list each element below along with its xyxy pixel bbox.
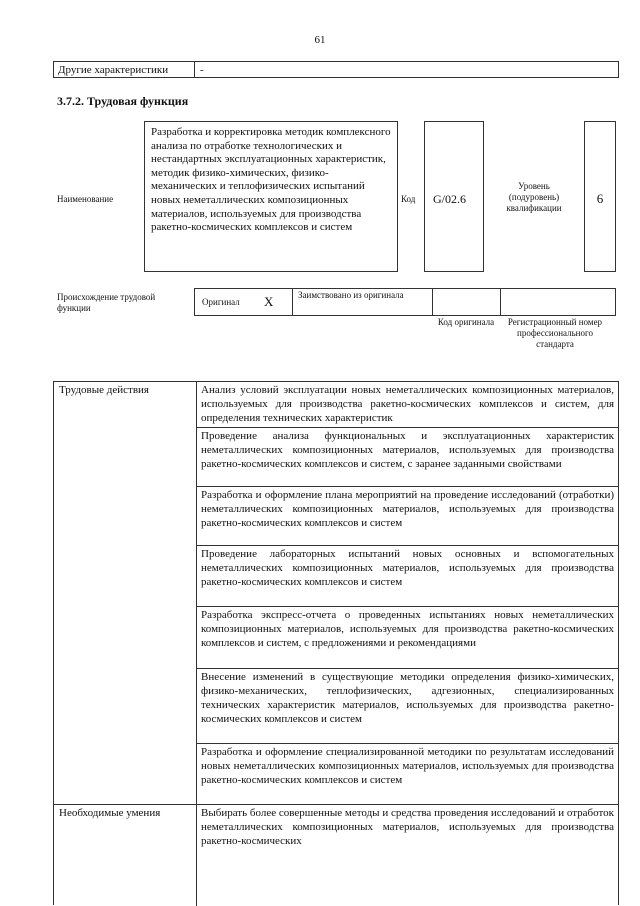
reg-number-label: Регистрационный номер профессионального стандарта bbox=[507, 317, 603, 349]
level-label: Уровень (подуровень) квалификации bbox=[506, 181, 562, 213]
section-title: 3.7.2. Трудовая функция bbox=[57, 94, 189, 108]
labor-action-item: Проведение анализа функциональных и эксплуатационных характеристик неметаллических композиционных материалов, используемых для производства ракетно-космических комплексов и систем, с заранее заданными свойствами bbox=[201, 430, 614, 470]
borrowed-label: Заимствовано из оригинала bbox=[298, 290, 404, 300]
original-mark: X bbox=[264, 294, 274, 309]
other-characteristics-label: Другие характеристики bbox=[58, 64, 169, 76]
skills-label: Необходимые умения bbox=[59, 807, 161, 819]
skills-item: Выбирать более совершенные методы и средства проведения исследований и отработок неметаллических композиционных материалов, используемых для производства ракетно-космических bbox=[201, 807, 614, 847]
origin-row bbox=[194, 288, 616, 316]
function-name-text: Разработка и корректировка методик комплексного анализа по отработке технологических и нестандартных эксплуатационных характеристик, методик физико-химических, физико-механических и теплофизических испытаний новых неметаллических композиционных материалов, используемых для производства ракетно-космических комплексов и систем bbox=[151, 126, 391, 234]
labor-table bbox=[53, 381, 619, 905]
code-value: G/02.6 bbox=[433, 192, 466, 206]
other-characteristics-row bbox=[53, 61, 619, 78]
origin-label: Происхождение трудовой функции bbox=[57, 292, 156, 313]
labor-action-item: Разработка и оформление специализированной методики по результатам исследований новых неметаллических композиционных материалов, используемых для производства ракетно-космических комплексов и систем bbox=[201, 746, 614, 786]
other-characteristics-value: - bbox=[200, 64, 204, 76]
original-label: Оригинал bbox=[202, 297, 240, 307]
labor-action-item: Проведение лабораторных испытаний новых основных и вспомогательных неметаллических композиционных материалов, используемых для производства ракетно-космических комплексов и систем bbox=[201, 548, 614, 588]
level-box bbox=[584, 121, 616, 272]
labor-action-item: Анализ условий эксплуатации новых неметаллических композиционных материалов, используемых для производства ракетно-космических комплексов и систем, для определения технических характеристик bbox=[201, 384, 614, 424]
labor-action-item: Разработка экспресс-отчета о проведенных испытаниях новых неметаллических композиционных материалов, используемых для производства ракетно-космических комплексов и систем, с предложениями и рекомендациями bbox=[201, 609, 614, 649]
labor-actions-label: Трудовые действия bbox=[59, 384, 149, 396]
name-label: Наименование bbox=[57, 194, 114, 204]
labor-action-item: Внесение изменений в существующие методики определения физико-химических, физико-механических, теплофизических, адгезионных, специализированных технических характеристик материалов, используемых для производства ракетно-космических комплексов и систем bbox=[201, 671, 614, 725]
page-number: 61 bbox=[314, 34, 326, 46]
code-original-label: Код оригинала bbox=[437, 317, 495, 327]
function-name-box bbox=[144, 121, 398, 272]
code-label: Код bbox=[401, 194, 416, 204]
code-box bbox=[424, 121, 484, 272]
level-value: 6 bbox=[596, 191, 604, 206]
labor-action-item: Разработка и оформление плана мероприятий на проведение исследований (отработки) неметаллических композиционных материалов, используемых для производства ракетно-космических комплексов и систем bbox=[201, 489, 614, 529]
